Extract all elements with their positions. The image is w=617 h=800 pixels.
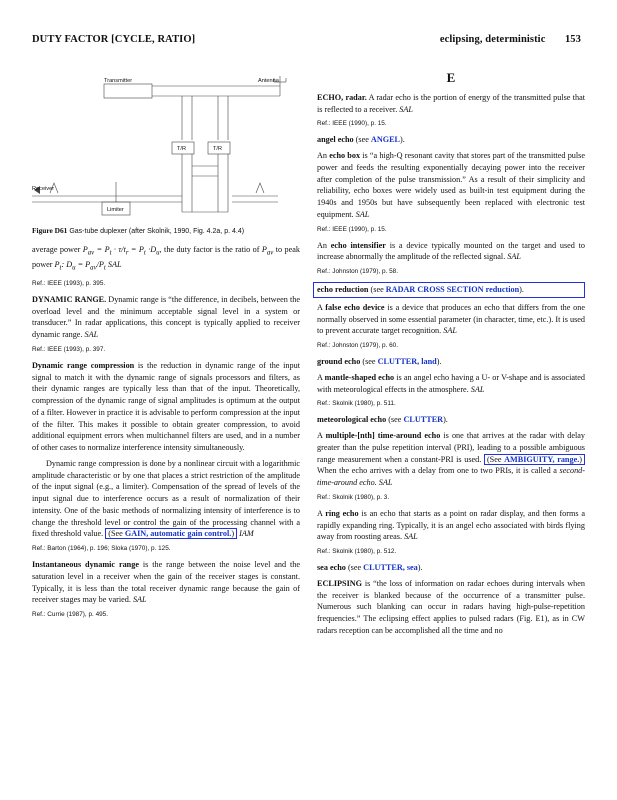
link-clutter[interactable]: CLUTTER [403,415,444,425]
entry-prefix: A [317,508,326,518]
see-close: ). [400,135,405,145]
see-prefix: (see [368,285,386,294]
signature: SAL [82,330,99,340]
reference: Ref.: Skolnik (1980), p. 512. [317,548,397,555]
signature: SAL [505,252,521,262]
reference: Ref.: IEEE (1993), p. 397. [32,345,106,353]
see-prefix: (see [360,357,378,366]
ring-text: is an echo that starts as a point on radar display, and then forms a rapidly expanding ring. Typically, it is an angel echo associated with birds flying away from roosting areas. [317,508,585,542]
running-header-topic: eclipsing, deterministic [439,34,546,45]
link-clutter-land[interactable]: CLUTTER, land [377,357,437,366]
echo-intensifier-text: is a device typically mounted on the target and used to increase abnormally the amplitude of the reflected signal. [317,240,585,262]
reference: Ref.: IEEE (1993), p. 395. [32,279,106,287]
dynamic-range-compression-para2 [32,458,300,540]
see-prefix: (See [108,529,125,539]
reference: Ref.: IEEE (1990), p. 15. [317,120,387,128]
figure-label-receiver: Receiver [32,186,55,192]
term-dynamic-range: DYNAMIC RANGE. [32,294,107,304]
duplexer-figure [32,62,300,220]
mult-text: is one that arrives at the radar with delay greater than the pulse repetition interval (PRI), leading to a possible ambiguous range measurement when a constant-PRI is used. [317,431,585,464]
term-ring-echo: ring echo [325,508,359,518]
term-ground-echo: ground echo [317,357,361,366]
see-close: ). [519,285,524,294]
link-angel[interactable]: ANGEL [370,135,401,145]
see-close: ) [231,529,235,539]
signature: SAL [353,209,370,219]
echo-radar-entry [317,92,585,116]
echo-intensifier-entry [317,240,585,264]
meteorological-echo-entry [317,414,585,426]
see-prefix: (see [345,563,364,572]
see-prefix: (See [486,454,505,464]
term-false-echo-device: false echo device [325,302,385,312]
section-letter: E [446,70,456,85]
link-radar-cross-section-reduction[interactable]: RADAR CROSS SECTION reduction [385,285,520,294]
term-dynamic-range-compression: Dynamic range compression [32,360,135,370]
figure-label-tr1: T/R [177,146,187,152]
page-number: 153 [564,34,581,45]
term-echo-radar: ECHO, radar. [317,92,367,102]
left-column [32,62,300,625]
multiple-time-around-echo-entry [317,430,585,489]
signature: SAL [130,595,147,605]
mantle-shaped-echo-entry [317,372,585,396]
instantaneous-dynamic-range-entry [32,559,300,606]
eclipsing-text: is “the loss of information on radar echoes during intervals when the receiver is blanked because of the occurrence of a transmitter pulse. Numerous such blanking can occur in radars having high-pulse-repetition frequencies.” The eclipsing effect applies to pulsed radars (Fig. E1), as in CW radars reception can be accomplished all the time and no [317,578,585,635]
reference: Ref.: Barton (1964), p. 196; Sloka (1970), p. 125. [32,545,171,553]
eclipsing-entry [317,578,585,637]
link-gain-automatic-gain-control[interactable]: GAIN, automatic gain control. [124,529,232,539]
sea-echo-entry [317,562,585,574]
dynamic-range-compression-entry [32,360,300,454]
term-echo-box: echo box [329,151,361,160]
duty-text-pre: average power [32,245,83,254]
link-ambiguity-range[interactable]: AMBIGUITY, range. [504,454,580,464]
figure-label-tr2: T/R [213,146,223,152]
echo-radar-text: A radar echo is the portion of energy of the transmitted pulse that is reflected to a receiver. [317,92,585,114]
ring-echo-entry [317,508,585,543]
angel-echo-entry [317,134,585,146]
formula-pav: $P_{av}$ [261,245,274,257]
term-mantle-shaped-echo: mantle-shaped echo [324,372,395,382]
false-echo-text: is a device that produces an echo that differs from the one normally observed in some essential parameter (in character, time, etc.). It is used to prevent accurate target recognition. [317,302,585,336]
entry-prefix: An [317,240,331,250]
false-echo-device-entry [317,302,585,337]
entry-prefix: A [317,431,326,440]
mantle-text: is an angel echo having a U- or V-shape and is associated with meteorological effects in the atmosphere. [317,372,586,394]
reference: Ref.: Johnston (1979), p. 60. [317,342,398,349]
term-echo-intensifier: echo intensifier [330,240,386,250]
term-sea-echo: sea echo [317,563,346,572]
see-gain-box[interactable] [105,528,237,539]
see-ambiguity-box[interactable] [484,454,585,465]
formula-duty-ratio: $P_t$: $D_u = P_{av}/P_t$ [54,260,106,273]
term-instantaneous-dynamic-range: Instantaneous dynamic range [32,560,139,570]
see-prefix: (see [386,415,404,425]
entry-prefix: A [317,372,325,382]
signature: SAL [402,532,418,542]
figure-label-antenna: Antenna [258,78,279,84]
reference: Ref.: Johnston (1979), p. 58. [317,268,398,275]
figure-caption-label: Figure D61 [32,226,68,235]
signature: IAM [237,529,254,539]
see-close: ). [443,415,448,425]
signature: SAL [441,326,457,336]
link-clutter-sea[interactable]: CLUTTER, sea [363,563,418,572]
mult-text-2: When the echo arrives with a delay from one to two PRIs, it is called a [317,466,560,476]
idr-text: is the range between the noise level and the saturation level in a receiver when the gain of the receiver stages is constant. Typically, it is less than the total receiver dynamic range because the gain of receiver stages may be varied. [32,560,300,605]
dynamic-range-entry [32,294,300,341]
signature: SAL [397,104,413,114]
signature: . SAL [374,478,393,487]
right-column [317,66,585,641]
reference: Ref.: Currie (1987), p. 495. [32,611,109,619]
echo-box-text: is “a high-Q resonant cavity that stores part of the transmitted pulse power and feeds the resulting exponentially decaying power into the receiver after completion of the pulse transmission.” As a result of their simplicity and reliability, echo boxes were widely used as built-in test equipment during the 1940s and 1950s but have subsequently been replaced with electronic test equipment. [317,151,585,219]
echo-box-entry [317,150,585,221]
term-echo-reduction: echo reduction [317,285,369,294]
duty-text-tail: to peak power [32,245,300,270]
drc-text: is the reduction in dynamic range of the input signal to match it with the dynamic range of signals processors and filters, as their dynamic ranges are typically less than that of the input. Theoretically, compression of the dynamic range of signal amplitudes is optimum at the output of a filter. However in practice it is advisable to perform compression at the input of the filter. This makes it possible to obtain greater compression, to avoid additional equipment errors when multichannel filters are used, and in a number of other cases to normalize interference intensity simultaneously. [32,360,300,453]
term-eclipsing: ECLIPSING [317,578,363,588]
figure-label-transmitter: Transmitter [104,78,133,84]
see-close: ) [579,454,582,464]
dynamic-range-text: Dynamic range is “the difference, in decibels, between the overload level and the minimum acceptable signal level in a system or transducer.” In radar applications, this concept is typically applied to receiver dynamic range. [32,294,301,340]
term-multiple-time-around-echo: multiple-[nth] time-around echo [325,431,441,440]
signature: SAL [468,384,485,394]
reference: Ref.: Skolnik (1980), p. 3. [317,493,390,501]
term-second-time-around-echo: second-time-around echo [317,466,585,487]
entry-prefix: An [317,151,330,160]
see-close: ). [436,357,442,366]
duty-text-mid: , the duty factor is the ratio of [159,245,262,254]
duty-factor-paragraph [32,244,300,275]
see-prefix: (see [353,135,371,145]
running-header-right [440,34,581,45]
entry-prefix: A [317,302,326,312]
duty-signature: SAL [105,260,122,270]
running-header-left: DUTY FACTOR [CYCLE, RATIO] [32,34,196,45]
formula-average-power: $P_{av} = P_t \cdot \tau/t_r = P_t \cdot D_u$ [82,245,160,257]
figure-label-limiter: Limiter [107,207,124,213]
echo-reduction-entry[interactable] [313,282,585,298]
term-angel-echo: angel echo [317,135,354,145]
ground-echo-entry [317,356,585,368]
term-meteorological-echo: meteorological echo [317,415,387,425]
figure-caption [32,226,300,236]
reference: Ref.: Skolnik (1980), p. 511. [317,400,396,408]
drc-text-2: Dynamic range compression is done by a nonlinear circuit with a logarithmic amplitude characteristic or by one that places a strict restriction of the amplitude of the input signal (e.g., a limiter). Compensation of the spread of levels of the input signal due to interference occurs as a result of normalization of their intensity. One of the basic methods of normalizing intensity of interference is to change the threshold level or control the gain of the processing channel with a fixed threshold value. [32,458,300,539]
figure-caption-text: Gas-tube duplexer (after Skolnik, 1990, Fig. 4.2a, p. 4.4) [67,228,245,235]
reference: Ref.: IEEE (1990), p. 15. [317,225,387,233]
see-close: ). [417,563,423,572]
